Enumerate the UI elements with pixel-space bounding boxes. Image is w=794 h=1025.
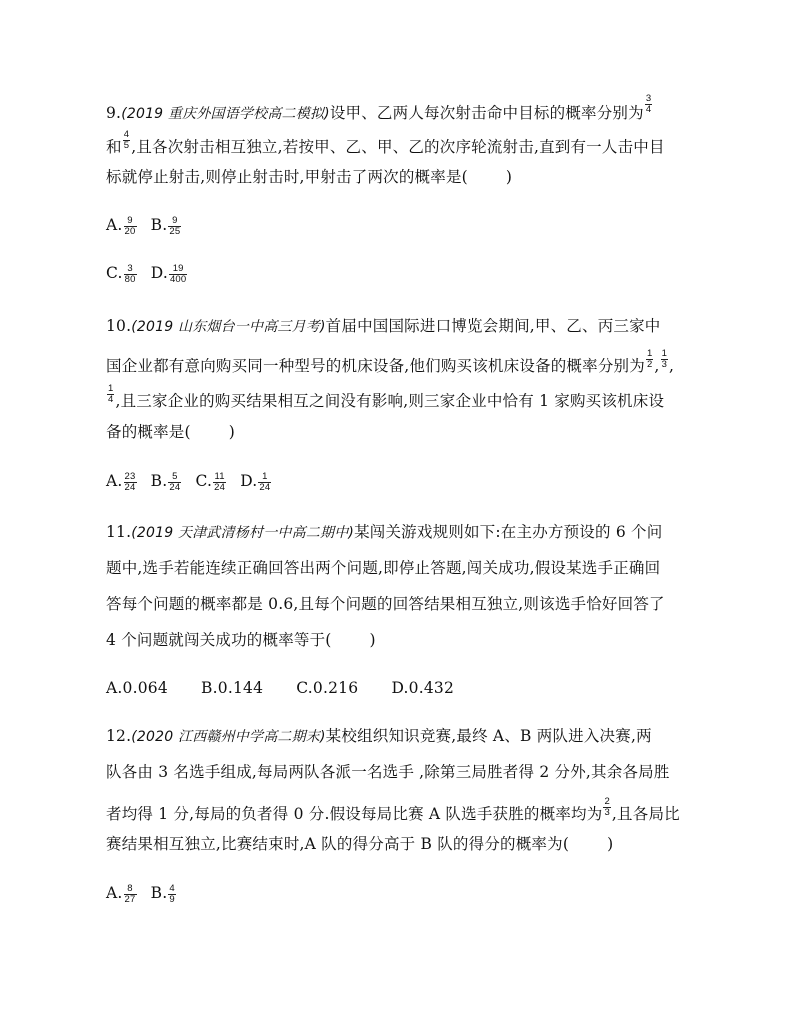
q12-option-b: B. $\frac{4}{9}$ — [150, 882, 175, 905]
q10-source: (2019 山东烟台一中高三月考) — [131, 319, 326, 335]
q10-line-2: 国企业都有意向购买同一种型号的机床设备,他们购买该机床设备的概率分别为 $\frac{1}{2}$ , $\frac{1}{3}$ , — [106, 348, 675, 375]
q10-fraction-1-4: $\frac{1}{4}$ — [108, 383, 114, 405]
q12-line-1 — [106, 725, 652, 748]
q10-line-3 — [106, 384, 664, 412]
q12-text-1: 某校组织知识竞赛,最终 A、B 两队进入决赛,两 — [325, 727, 652, 745]
q11-line-2 — [106, 557, 660, 579]
q10-text-3b: ,且三家企业的购买结果相互之间没有影响,则三家企业中恰有 1 家购买该机床设 — [115, 392, 665, 410]
q12-line-2 — [106, 761, 670, 783]
q10-text-2a: 国企业都有意向购买同一种型号的机床设备,他们购买该机床设备的概率分别为 — [106, 357, 645, 375]
q11-source: (2019 天津武清杨村一中高二期中) — [131, 525, 355, 541]
q10-number: 10. — [106, 317, 132, 335]
q12-line-3 — [106, 797, 680, 825]
q11-text-3: 答每个问题的概率都是 0.6,且每个问题的回答结果相互独立,则该选手恰好回答了 — [106, 595, 665, 613]
q12-number: 12. — [106, 727, 132, 745]
q9-text-2a: 和 — [106, 138, 122, 156]
q12-text-3b: ,且各局比 — [611, 805, 680, 823]
q9-fraction-3-4: $\frac{3}{4}$ — [645, 93, 652, 115]
q10-option-c: C. $\frac{11}{24}$ — [195, 470, 226, 493]
q12-text-4b: ) — [607, 835, 614, 853]
q11-option-c: C.0.216 — [296, 679, 359, 697]
q11-text-1: 某闯关游戏规则如下:在主办方预设的 6 个问 — [354, 523, 663, 541]
q11-text-4b: ) — [369, 631, 376, 649]
q9-options-ab — [106, 214, 190, 237]
q11-number: 11. — [106, 523, 132, 541]
q10-text-4a: 备的概率是( — [106, 423, 191, 441]
q9-text-3a: 标就停止射击,则停止射击时,甲射击了两次的概率是( — [106, 168, 468, 186]
q9-text-2b: ,且各次射击相互独立,若按甲、乙、甲、乙的次序轮流射击,直到有一人击中目 — [131, 138, 665, 156]
q10-fraction-1-2: $\frac{1}{2}$ — [646, 348, 653, 370]
q10-text-4b: ) — [228, 423, 235, 441]
q9-option-c: C. $\frac{3}{80}$ — [106, 262, 136, 285]
q9-number: 9. — [106, 104, 122, 122]
q11-options — [106, 677, 454, 699]
q12-text-3a: 者均得 1 分,每局的负者得 0 分.假设每局比赛 A 队选手获胜的概率均为 — [106, 805, 603, 823]
q9-option-a: A. $\frac{9}{20}$ — [106, 214, 136, 237]
q12-text-4a: 赛结果相互独立,比赛结束时,A 队的得分高于 B 队的得分的概率为( — [106, 835, 570, 853]
q9-option-b: B. $\frac{9}{25}$ — [150, 214, 181, 237]
q9-text-1: 设甲、乙两人每次射击命中目标的概率分别为 — [329, 104, 644, 122]
q10-options — [106, 470, 280, 493]
q10-line-4 — [106, 421, 235, 443]
q11-option-b: B.0.144 — [201, 679, 264, 697]
q11-line-4 — [106, 629, 376, 651]
q10-option-d: D. $\frac{1}{24}$ — [240, 470, 271, 493]
q11-option-d: D.0.432 — [391, 679, 455, 697]
q12-option-a: A. $\frac{8}{27}$ — [106, 882, 136, 905]
q11-text-2: 题中,选手若能连续正确回答出两个问题,即停止答题,闯关成功,假设某选手正确回 — [106, 559, 661, 577]
q9-line-3 — [106, 166, 512, 188]
q11-line-3 — [106, 593, 665, 615]
q9-options-cd — [106, 262, 196, 285]
q11-option-a: A.0.064 — [106, 679, 168, 697]
q9-text-3b: ) — [505, 168, 513, 186]
q11-text-4a: 4 个问题就闯关成功的概率等于( — [106, 631, 332, 649]
q9-line-1 — [106, 94, 653, 125]
q10-option-a: A. $\frac{23}{24}$ — [106, 470, 136, 493]
q11-line-1 — [106, 521, 662, 544]
q9-option-d: D. $\frac{19}{400}$ — [150, 262, 187, 285]
q9-line-2 — [106, 130, 665, 158]
q10-fraction-1-3: $\frac{1}{3}$ — [661, 348, 668, 370]
q10-option-b: B. $\frac{5}{24}$ — [150, 470, 181, 493]
q10-text-1: 首届中国国际进口博览会期间,甲、乙、丙三家中 — [325, 317, 661, 335]
q9-fraction-4-5: $\frac{4}{5}$ — [123, 129, 130, 151]
q12-source: (2020 江西赣州中学高二期末) — [131, 729, 326, 745]
q12-options — [106, 882, 185, 905]
q12-fraction-2-3: $\frac{2}{3}$ — [604, 796, 610, 818]
q10-line-1 — [106, 315, 661, 338]
q12-text-2: 队各由 3 名选手组成,每局两队各派一名选手 ,除第三局胜者得 2 分外,其余各局胜 — [106, 763, 670, 781]
q9-source: (2019 重庆外国语学校高二模拟) — [121, 106, 330, 122]
q12-line-4 — [106, 833, 613, 855]
